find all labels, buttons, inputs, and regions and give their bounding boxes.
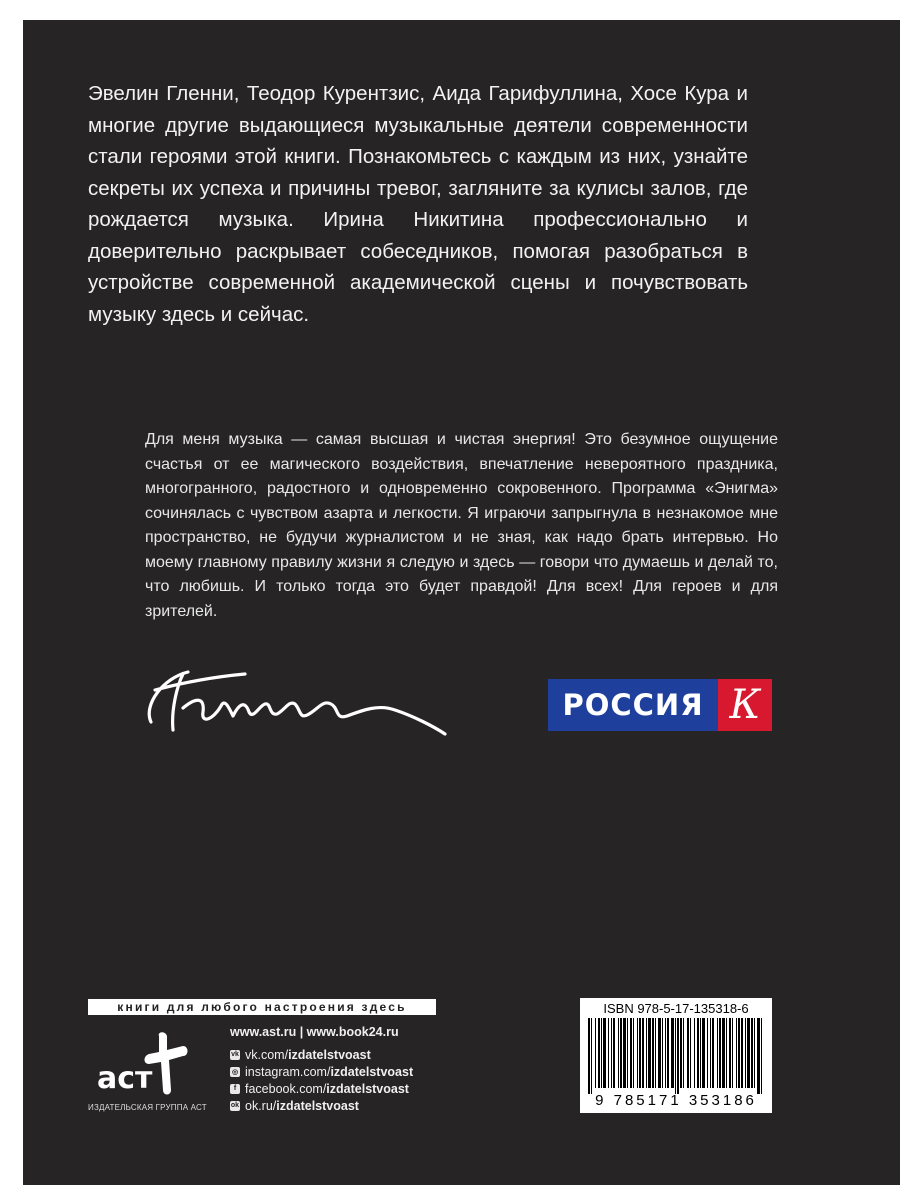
ean-digits: 9 785171 353186 [595,1092,757,1109]
barcode-bar [707,1018,708,1088]
barcode-bar [757,1018,760,1094]
ast-publisher-logo [93,1030,203,1100]
barcode-bar [620,1018,622,1088]
vk-icon: vk [231,1051,239,1058]
barcode-bar [642,1018,644,1088]
barcode-bar [588,1018,590,1094]
k-logo-letter: К [718,679,772,731]
barcode-bar [732,1018,733,1088]
barcode-bar [611,1018,612,1088]
instagram-icon: ◎ [231,1068,239,1076]
social-prefix: instagram.com/ [245,1064,331,1079]
barcode-bar [618,1018,619,1088]
publisher-caption: ИЗДАТЕЛЬСКАЯ ГРУППА АСТ [88,1103,207,1112]
barcode-bar [639,1018,641,1088]
barcode-bar [613,1018,615,1088]
barcode-bar [655,1018,656,1088]
barcode-bar [658,1018,661,1088]
barcode-bar [687,1018,689,1088]
barcode-bar [595,1018,596,1088]
book-back-cover [23,20,900,1185]
publisher-websites[interactable]: www.ast.ru | www.book24.ru [230,1025,399,1039]
barcode-bar [598,1018,600,1088]
barcode-bar [694,1018,695,1088]
barcode-bar [710,1018,711,1088]
social-prefix: ok.ru/ [245,1098,277,1113]
barcode-bar [603,1018,606,1088]
barcode-bar [601,1018,602,1088]
barcode-bar [717,1018,718,1088]
social-link-vk[interactable] [230,1046,413,1063]
social-link-instagram[interactable] [230,1063,413,1080]
barcode-bar [761,1018,762,1094]
social-prefix: facebook.com/ [245,1081,327,1096]
barcode-bar [736,1018,737,1088]
russia-logo-text: РОССИЯ [548,679,718,731]
barcode-bar [751,1018,753,1088]
barcode-bar [662,1018,663,1088]
barcode-bar [747,1018,750,1088]
barcode-bar [702,1018,705,1088]
barcode-bar [729,1018,731,1088]
barcode-bar [719,1018,721,1088]
barcode-bar [637,1018,638,1088]
ok-icon: ok [230,1102,240,1109]
barcode-bar [700,1018,701,1088]
barcode-bar [675,1018,676,1094]
barcode-bar [722,1018,725,1088]
book-blurb: Эвелин Гленни, Теодор Курентзис, Аида Гарифуллина, Хосе Кура и многие другие выдающиеся музыкальные деятели современности стали героями этой книги. Познакомьтесь с каждым из них, узнайте секреты их успеха и причины тревог, загляните за кулисы залов, где рождается музыка. Ирина Никитина профессионально и доверительно раскрывает собеседников, помогая разобраться в устройстве современной академической сцены и почувствовать музыку здесь и сейчас. [88,82,748,326]
social-handle: izdatelstvoast [276,1098,359,1113]
barcode-bar [680,1018,682,1088]
barcode-bar [712,1018,714,1088]
barcode-bar [648,1018,651,1088]
barcode-bar [623,1018,626,1088]
social-prefix: vk.com/ [245,1047,289,1062]
barcode-bar [697,1018,699,1088]
barcode-bar [630,1018,632,1088]
social-link-facebook[interactable] [230,1080,413,1097]
social-handle: izdatelstvoast [288,1047,371,1062]
barcode-bar [652,1018,654,1088]
publisher-tagline: книги для любого настроения здесь [88,999,436,1015]
facebook-icon: f [230,1084,240,1094]
social-link-ok[interactable] [230,1097,413,1114]
barcode-bar [608,1018,609,1088]
barcode-bar [627,1018,628,1088]
barcode-bar [646,1018,647,1088]
author-quote: Для меня музыка — самая высшая и чистая энергия! Это безумное ощущение счастья от ее магического воздействия, впечатление невероятного праздника, многогранного, радостного и одновременно сокровенного. Программа «Энигма» сочинялась с чувством азарта и легкости. Я играючи запрыгнула в незнакомое мне пространство, не будучи журналистом и не зная, как надо брать интервью. Но моему главному правилу жизни я следую и здесь — говори что думаешь и делай то, что любишь. И только тогда это будет правдой! Для всех! Для героев и для зрителей. [145,431,778,620]
isbn-barcode [580,998,772,1113]
barcode-bar [683,1018,684,1088]
isbn-number: ISBN 978-5-17-135318-6 [603,1001,749,1016]
barcode-bar [745,1018,746,1088]
barcode-bars [586,1018,766,1094]
barcode-bar [677,1018,679,1094]
barcode-bar [754,1018,755,1088]
ast-logo-text: аст [97,1061,153,1096]
barcode-bar [633,1018,634,1088]
barcode-bar [738,1018,740,1088]
social-handle: izdatelstvoast [330,1064,414,1079]
russia-k-logo [548,679,772,731]
author-signature [133,650,453,750]
barcode-bar [726,1018,727,1088]
publisher-links [230,1025,413,1114]
barcode-bar [591,1018,592,1094]
barcode-bar [690,1018,691,1088]
barcode-bar [671,1018,674,1088]
barcode-bar [667,1018,669,1088]
barcode-bar [741,1018,743,1088]
barcode-bar [665,1018,666,1088]
social-handle: izdatelstvoast [326,1081,409,1096]
